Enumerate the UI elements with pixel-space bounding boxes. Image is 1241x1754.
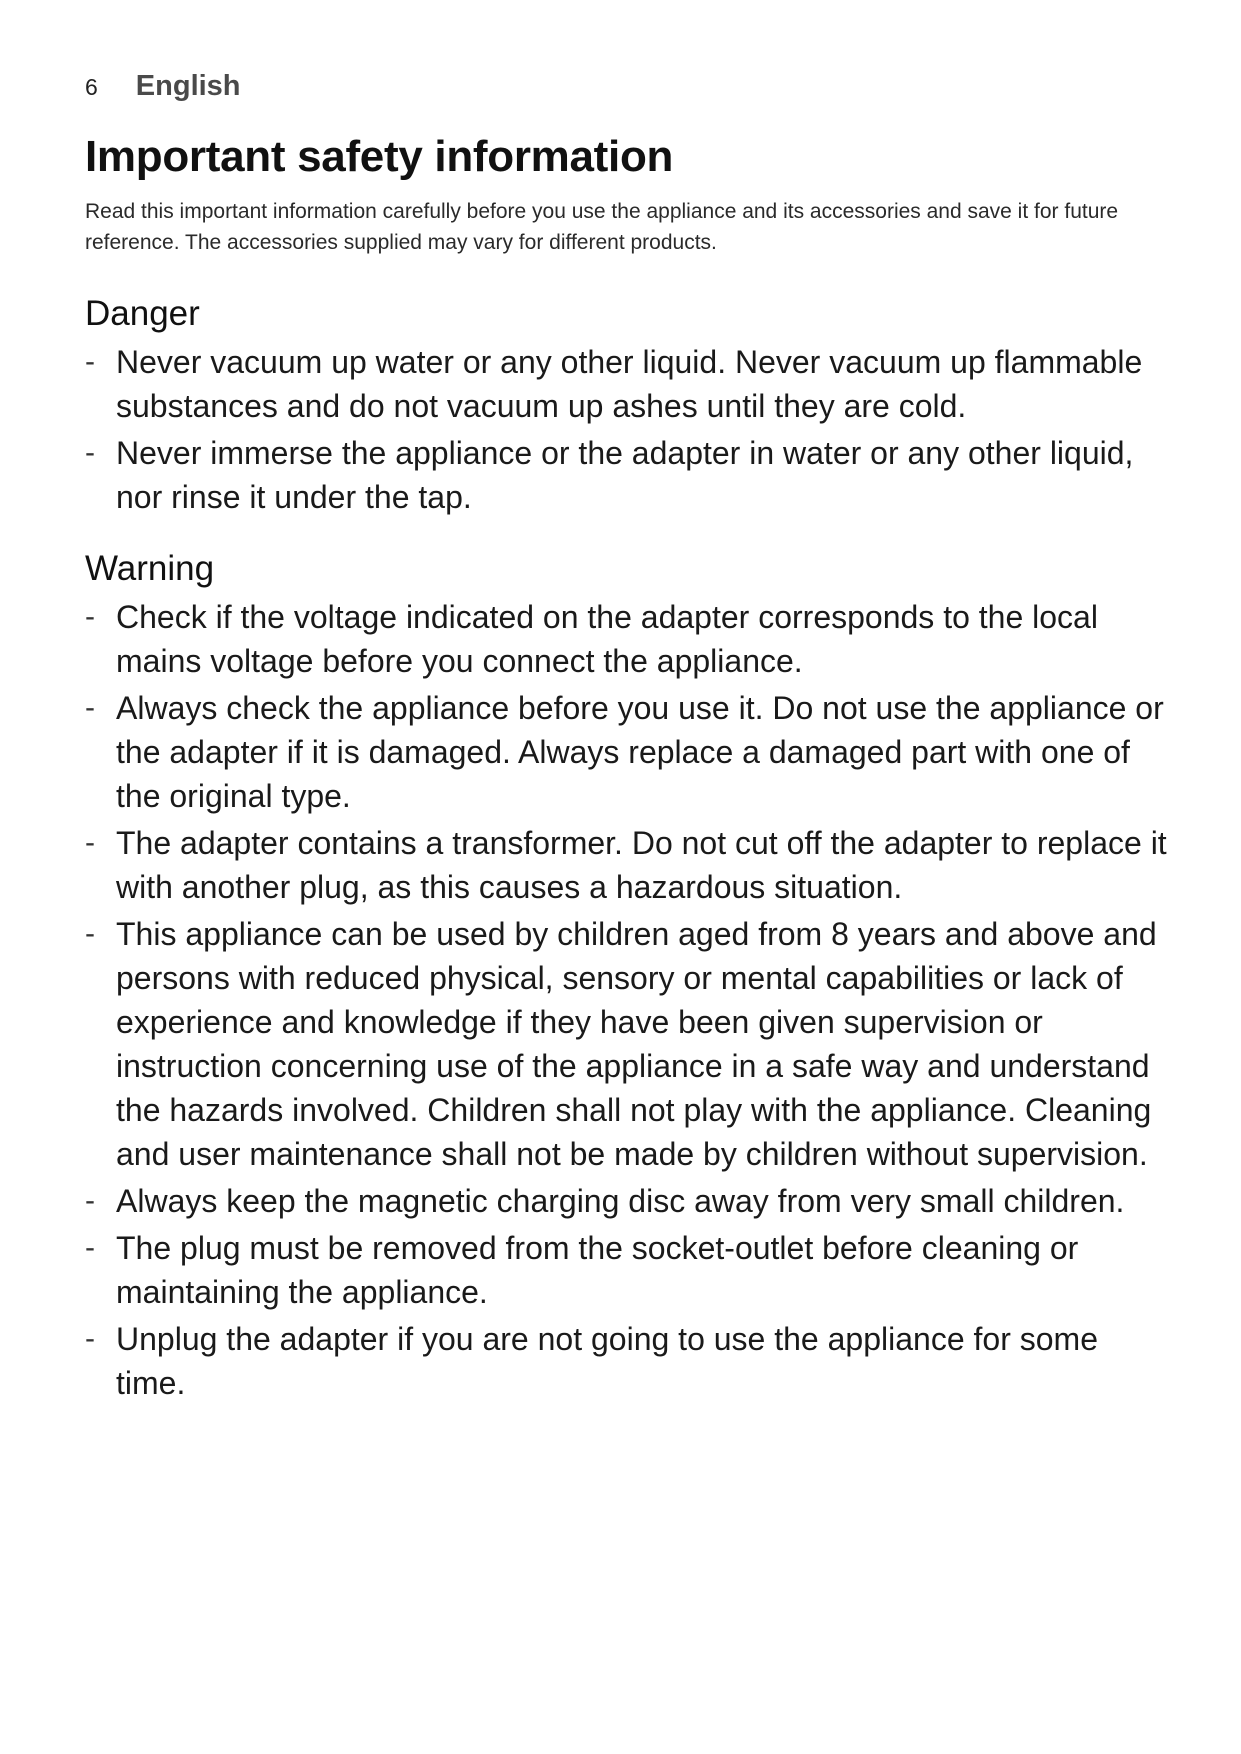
language-label: English (135, 70, 241, 102)
warning-item-text: The adapter contains a transformer. Do not cut off the adapter to replace it with another plug, as this causes a hazardous situation. (116, 825, 1167, 905)
danger-item-text: Never vacuum up water or any other liquid. Never vacuum up flammable substances and do not vacuum up ashes until they are cold. (116, 344, 1143, 424)
warning-item (85, 821, 1175, 909)
danger-heading: Danger (85, 294, 200, 333)
dash-bullet: - (85, 1231, 95, 1264)
page-title: Important safety information (85, 132, 674, 181)
warning-item (85, 595, 1175, 683)
dash-bullet: - (85, 600, 95, 633)
danger-item (85, 431, 1175, 519)
danger-item (85, 340, 1175, 428)
warning-item-text: The plug must be removed from the socket-outlet before cleaning or maintaining the appliance. (116, 1230, 1079, 1310)
intro-paragraph: Read this important information carefully before you use the appliance and its accessories and save it for future reference. The accessories supplied may vary for different products. (85, 200, 1119, 254)
warning-item-text: Check if the voltage indicated on the adapter corresponds to the local mains voltage before you connect the appliance. (116, 599, 1098, 679)
warning-item-text: Always check the appliance before you use it. Do not use the appliance or the adapter if it is damaged. Always replace a damaged part with one of the original type. (116, 690, 1164, 814)
running-header (85, 70, 1175, 114)
dash-bullet: - (85, 691, 95, 724)
warning-item-text: This appliance can be used by children aged from 8 years and above and persons with reduced physical, sensory or mental capabilities or lack of experience and knowledge if they have been given supervision or instruction concerning use of the appliance in a safe way and understand the hazards involved. Children shall not play with the appliance. Cleaning and user maintenance shall not be made by children without supervision. (116, 916, 1157, 1172)
danger-list (85, 340, 1175, 519)
danger-item-text: Never immerse the appliance or the adapter in water or any other liquid, nor rinse it under the tap. (116, 435, 1134, 515)
warning-item (85, 686, 1175, 818)
warning-item (85, 1226, 1175, 1314)
warning-item-text: Unplug the adapter if you are not going to use the appliance for some time. (116, 1321, 1098, 1401)
dash-bullet: - (85, 345, 95, 378)
dash-bullet: - (85, 436, 95, 469)
page-number: 6 (85, 74, 98, 100)
dash-bullet: - (85, 826, 95, 859)
warning-item-text: Always keep the magnetic charging disc away from very small children. (116, 1183, 1125, 1219)
dash-bullet: - (85, 1322, 95, 1355)
warning-item (85, 1317, 1175, 1405)
warning-item (85, 1179, 1175, 1223)
warning-item (85, 912, 1175, 1176)
dash-bullet: - (85, 1184, 95, 1217)
document-page (85, 70, 1175, 1408)
dash-bullet: - (85, 917, 95, 950)
warning-list (85, 595, 1175, 1405)
warning-heading: Warning (85, 549, 215, 588)
